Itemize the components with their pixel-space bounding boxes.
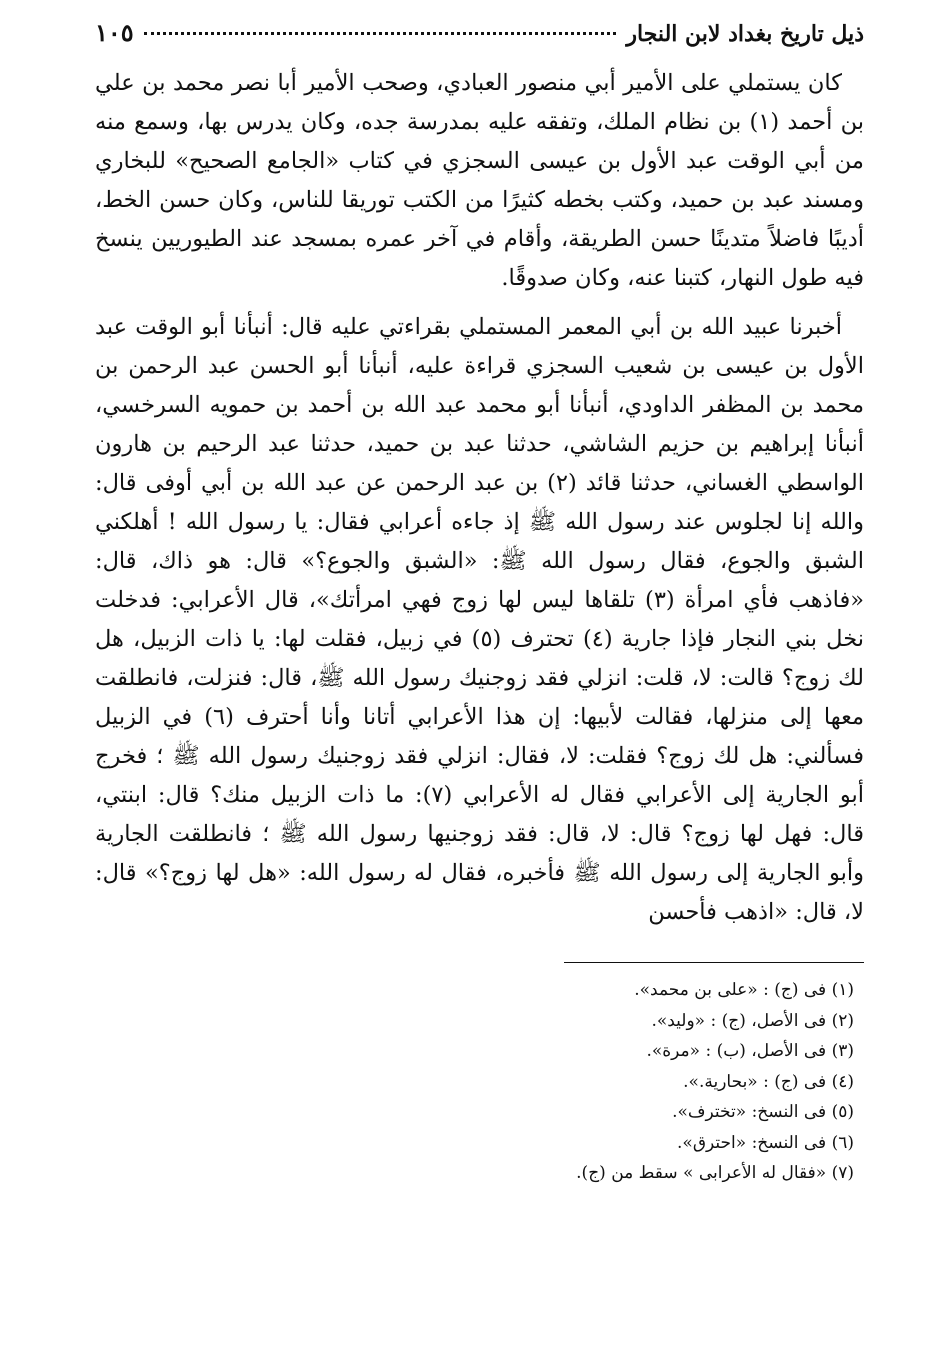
footnote-item: (٥) فى النسخ: «تخترف». bbox=[672, 1102, 854, 1122]
footnote-item: (٤) فى (ج) : «بحارية.». bbox=[683, 1071, 854, 1092]
body-paragraph-1: كان يستملي على الأمير أبي منصور العبادي، وصحب الأمير أبا نصر محمد بن علي بن أحمد (١) بن نظام الملك، وتفقه عليه بمدرسة جده، وكان يدرس بها، وسمع منه من أبي الوقت عبد الأول بن عيسى السجزي في كتاب «الجامع الصحيح» للبخاري ومسند عبد بن حميد، وكتب بخطه كثيرًا من الكتب توريقا للناس، وكان حسن الخط، أديبًا فاضلاً متدينًا حسن الطريقة، وأقام في آخر عمره بمسجد عند الطيوريين ينسخ فيه طول النهار، كتبنا عنه، وكان صدوقًا. bbox=[95, 70, 864, 291]
footnote-item: (٦) فى النسخ: «احترق». bbox=[677, 1132, 854, 1153]
book-page bbox=[95, 18, 864, 1328]
footnote-item: (٢) فى الأصل، (ج) : «وليد». bbox=[651, 1010, 854, 1031]
footnote-item: (١) فى (ج) : «على بن محمد». bbox=[634, 980, 854, 1000]
footnote-item: (٧) «فقال له الأعرابى » سقط من (ج). bbox=[576, 1163, 854, 1183]
running-title: ذيل تاريخ بغداد لابن النجار bbox=[626, 21, 864, 47]
footnote-separator bbox=[564, 962, 864, 963]
body-paragraph-2: أخبرنا عبيد الله بن أبي المعمر المستملي بقراءتي عليه قال: أنبأنا أبو الوقت عبد الأول بن عيسى بن شعيب السجزي قراءة عليه، أنبأنا أبو الحسن عبد الرحمن بن محمد بن المظفر الداودي، أنبأنا أبو محمد عبد الله بن أحمد بن حمويه السرخسي، أنبأنا إبراهيم بن حزيم الشاشي، حدثنا عبد بن حميد، حدثنا عبد الرحيم بن هارون الواسطي الغساني، حدثنا قائد (٢) بن عبد الرحمن عن عبد الله بن أبي أوفى قال: والله إنا لجلوس عند رسول الله ﷺ إذ جاءه أعرابي فقال: يا رسول الله ! أهلكني الشبق والجوع، فقال رسول الله ﷺ: «الشبق والجوع؟» قال: هو ذاك، قال: «فاذهب فأي امرأة (٣) تلقاها ليس لها زوج فهي امرأتك»، قال الأعرابي: فدخلت نخل بني النجار فإذا جارية (٤) تحترف (٥) في زبيل، فقلت لها: يا ذات الزبيل، هل لك زوج؟ قالت: لا، قلت: انزلي فقد زوجنيك رسول الله ﷺ، قال: فنزلت، فانطلقت معها إلى منزلها، فقالت لأبيها: إن هذا الأعرابي أتانا وأنا أحترف (٦) في الزبيل فسألني: هل لك زوج؟ فقلت: لا، فقال: انزلي فقد زوجنيك رسول الله ﷺ ؛ فخرج أبو الجارية إلى الأعرابي فقال له الأعرابي (٧): ما ذات الزبيل منك؟ قال: ابنتي، قال: فهل لها زوج؟ قال: لا، قال: فقد زوجنيها رسول الله ﷺ ؛ فانطلقت الجارية وأبو الجارية إلى رسول الله ﷺ فأخبره، فقال له رسول الله: «هل لها زوج؟» قال: لا، قال: «اذهب فأحسن bbox=[95, 314, 865, 925]
footnote-item: (٣) فى الأصل، (ب) : «مرة». bbox=[646, 1041, 854, 1061]
page-header bbox=[95, 18, 864, 64]
page-number: ١٠٥ bbox=[95, 18, 134, 47]
footnotes-list bbox=[95, 975, 864, 1189]
leader-dots bbox=[144, 18, 617, 35]
